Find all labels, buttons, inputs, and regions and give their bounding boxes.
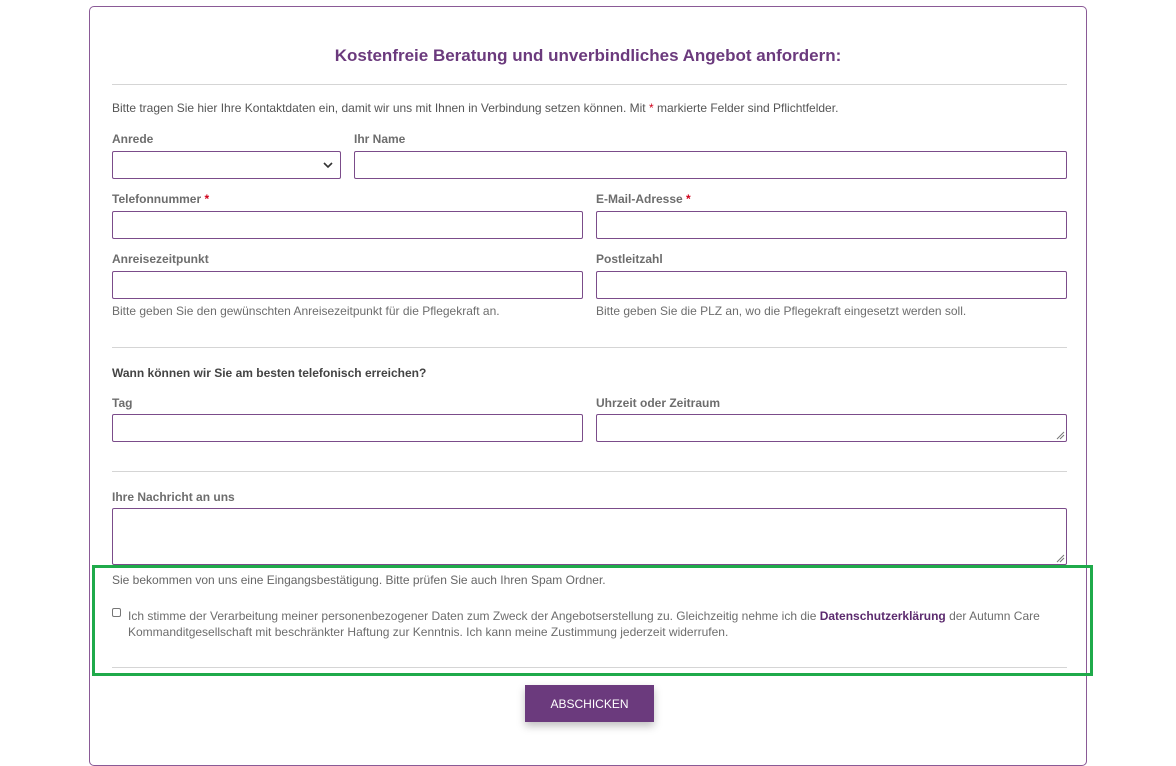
chevron-down-icon bbox=[322, 159, 334, 171]
privacy-policy-link[interactable]: Datenschutzerklärung bbox=[819, 609, 946, 623]
confirmation-text: Sie bekommen von uns eine Eingangsbestätigung. Bitte prüfen Sie auch Ihren Spam Ordner. bbox=[112, 573, 606, 587]
consent-text-after: der Autumn Care Kommanditgesellschaft mit beschränkter Haftung zur Kenntnis. Ich kann meine Zustimmung jederzeit widerrufen. bbox=[128, 609, 1040, 639]
anreise-label: Anreisezeitpunkt bbox=[112, 252, 209, 266]
intro-text-after: markierte Felder sind Pflichtfelder. bbox=[653, 101, 839, 115]
call-section-heading: Wann können wir Sie am besten telefonisch erreichen? bbox=[112, 366, 427, 380]
divider bbox=[112, 471, 1067, 472]
intro-text-before: Bitte tragen Sie hier Ihre Kontaktdaten ein, damit wir uns mit Ihnen in Verbindung setzen können. Mit bbox=[112, 101, 649, 115]
telefon-label-text: Telefonnummer bbox=[112, 192, 202, 206]
uhrzeit-label: Uhrzeit oder Zeitraum bbox=[596, 396, 721, 410]
nachricht-textarea[interactable] bbox=[112, 508, 1067, 565]
anreise-input[interactable] bbox=[112, 271, 583, 299]
required-star: * bbox=[686, 192, 691, 206]
plz-label: Postleitzahl bbox=[596, 252, 663, 266]
plz-help: Bitte geben Sie die PLZ an, wo die Pflegekraft eingesetzt werden soll. bbox=[596, 304, 967, 318]
resize-handle-icon[interactable] bbox=[1055, 430, 1065, 440]
telefon-input[interactable] bbox=[112, 211, 583, 239]
email-label-text: E-Mail-Adresse bbox=[596, 192, 683, 206]
tag-label: Tag bbox=[112, 396, 133, 410]
resize-handle-icon[interactable] bbox=[1055, 553, 1065, 563]
consent-checkbox[interactable] bbox=[112, 608, 121, 617]
email-input[interactable] bbox=[596, 211, 1067, 239]
divider bbox=[112, 347, 1067, 348]
email-label bbox=[596, 192, 691, 206]
anreise-help: Bitte geben Sie den gewünschten Anreisezeitpunkt für die Pflegekraft an. bbox=[112, 304, 500, 318]
consent-text bbox=[128, 608, 1068, 640]
name-label: Ihr Name bbox=[354, 132, 406, 146]
anrede-select[interactable] bbox=[112, 151, 341, 179]
form-title: Kostenfreie Beratung und unverbindliches Angebot anfordern: bbox=[334, 46, 842, 65]
divider bbox=[112, 84, 1067, 85]
nachricht-label: Ihre Nachricht an uns bbox=[112, 490, 235, 504]
name-input[interactable] bbox=[354, 151, 1067, 179]
submit-button[interactable]: ABSCHICKEN bbox=[525, 685, 654, 722]
consent-text-before: Ich stimme der Verarbeitung meiner personenbezogener Daten zum Zweck der Angebotserstellung zu. Gleichzeitig nehme ich die bbox=[128, 609, 820, 623]
intro-text bbox=[112, 101, 838, 115]
plz-input[interactable] bbox=[596, 271, 1067, 299]
divider bbox=[112, 667, 1067, 668]
telefon-label bbox=[112, 192, 209, 206]
uhrzeit-textarea[interactable] bbox=[596, 414, 1067, 442]
required-star: * bbox=[648, 101, 654, 115]
tag-input[interactable] bbox=[112, 414, 583, 442]
anrede-label: Anrede bbox=[112, 132, 154, 146]
required-star: * bbox=[204, 192, 210, 206]
